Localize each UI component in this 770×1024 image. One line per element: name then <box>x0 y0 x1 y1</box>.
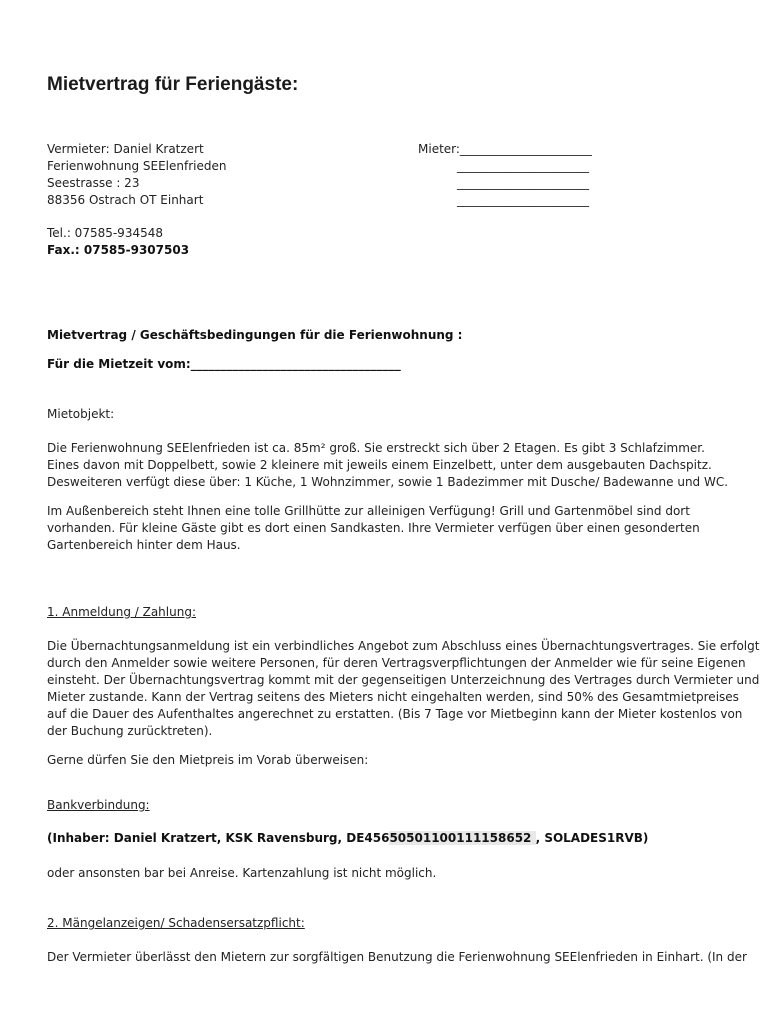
prepay-note: Gerne dürfen Sie den Mietpreis im Vorab überweisen: <box>47 753 369 767</box>
tenant-blank-line: ______________________ <box>457 159 589 173</box>
paragraph-line: Eines davon mit Doppelbett, sowie 2 kleinere mit jeweils einem Einzelbett, unter dem ausgebauten Dachspitz. <box>47 458 712 472</box>
bank-details-prefix: (Inhaber: Daniel Kratzert, KSK Ravensburg, DE456 <box>47 831 390 845</box>
bank-details-suffix: , SOLADES1RVB) <box>535 831 649 845</box>
section1-paragraph <box>47 638 760 740</box>
outdoor-description <box>47 503 727 554</box>
bank-heading: Bankverbindung: <box>47 798 150 812</box>
landlord-address <box>47 141 226 209</box>
landlord-tel: Tel.: 07585-934548 <box>47 226 163 240</box>
rental-period-line: Für die Mietzeit vom:___________________________________ <box>47 357 401 371</box>
paragraph-line: Die Übernachtungsanmeldung ist ein verbindliches Angebot zum Abschluss eines Übernachtungsvertrages. Sie erfolgt <box>47 639 760 653</box>
paragraph-line: auf die Dauer des Aufenthaltes angerechnet zu erstatten. (Bis 7 Tage vor Mietbeginn kann der Mieter kostenlos von <box>47 707 743 721</box>
object-description <box>47 440 727 491</box>
paragraph-line: vorhanden. Für kleine Gäste gibt es dort einen Sandkasten. Ihre Vermieter verfügen über einen gesonderten <box>47 521 700 535</box>
landlord-line: 88356 Ostrach OT Einhart <box>47 193 204 207</box>
paragraph-line: Die Ferienwohnung SEElenfrieden ist ca. 85m² groß. Sie erstreckt sich über 2 Etagen. Es gibt 3 Schlafzimmer. <box>47 441 705 455</box>
object-heading: Mietobjekt: <box>47 407 115 421</box>
payment-alternative: oder ansonsten bar bei Anreise. Kartenzahlung ist nicht möglich. <box>47 866 437 880</box>
paragraph-line: der Buchung zurücktreten). <box>47 724 213 738</box>
paragraph-line: Mieter zustande. Kann der Vertrag seitens des Mieters nicht eingehalten werden, sind 50% des Gesamtmietpreises <box>47 690 739 704</box>
paragraph-line: durch den Anmelder sowie weitere Personen, für deren Vertragsverpflichtungen der Anmelder wie für seine Eigenen <box>47 656 746 670</box>
iban-highlight: 50501100111158652 <box>389 831 536 845</box>
tenant-blank-line: ______________________ <box>457 176 589 190</box>
paragraph-line: Desweiteren verfügt diese über: 1 Küche, 1 Wohnzimmer, sowie 1 Badezimmer mit Dusche/ Badewanne und WC. <box>47 475 729 489</box>
terms-heading: Mietvertrag / Geschäftsbedingungen für die Ferienwohnung : <box>47 328 463 342</box>
section2-paragraph: Der Vermieter überlässt den Mietern zur sorgfältigen Benutzung die Ferienwohnung SEElenfrieden in Einhart. (In der <box>47 950 747 964</box>
tenant-label: Mieter:______________________ <box>418 142 592 156</box>
landlord-line: Ferienwohnung SEElenfrieden <box>47 159 227 173</box>
bank-details <box>47 830 648 847</box>
section2-heading: 2. Mängelanzeigen/ Schadensersatzpflicht: <box>47 916 305 930</box>
section1-heading: 1. Anmeldung / Zahlung: <box>47 605 196 619</box>
tenant-blank-line: ______________________ <box>457 193 589 207</box>
paragraph-line: Im Außenbereich steht Ihnen eine tolle Grillhütte zur alleinigen Verfügung! Grill und Gartenmöbel sind dort <box>47 504 690 518</box>
paragraph-line: Gartenbereich hinter dem Haus. <box>47 538 241 552</box>
paragraph-line: einsteht. Der Übernachtungsvertrag kommt mit der gegenseitigen Unterzeichnung des Vertrages durch Vermieter und <box>47 673 760 687</box>
landlord-fax: Fax.: 07585-9307503 <box>47 243 190 257</box>
landlord-line: Seestrasse : 23 <box>47 176 140 190</box>
landlord-line: Vermieter: Daniel Kratzert <box>47 142 204 156</box>
page-title: Mietvertrag für Feriengäste: <box>47 74 299 95</box>
